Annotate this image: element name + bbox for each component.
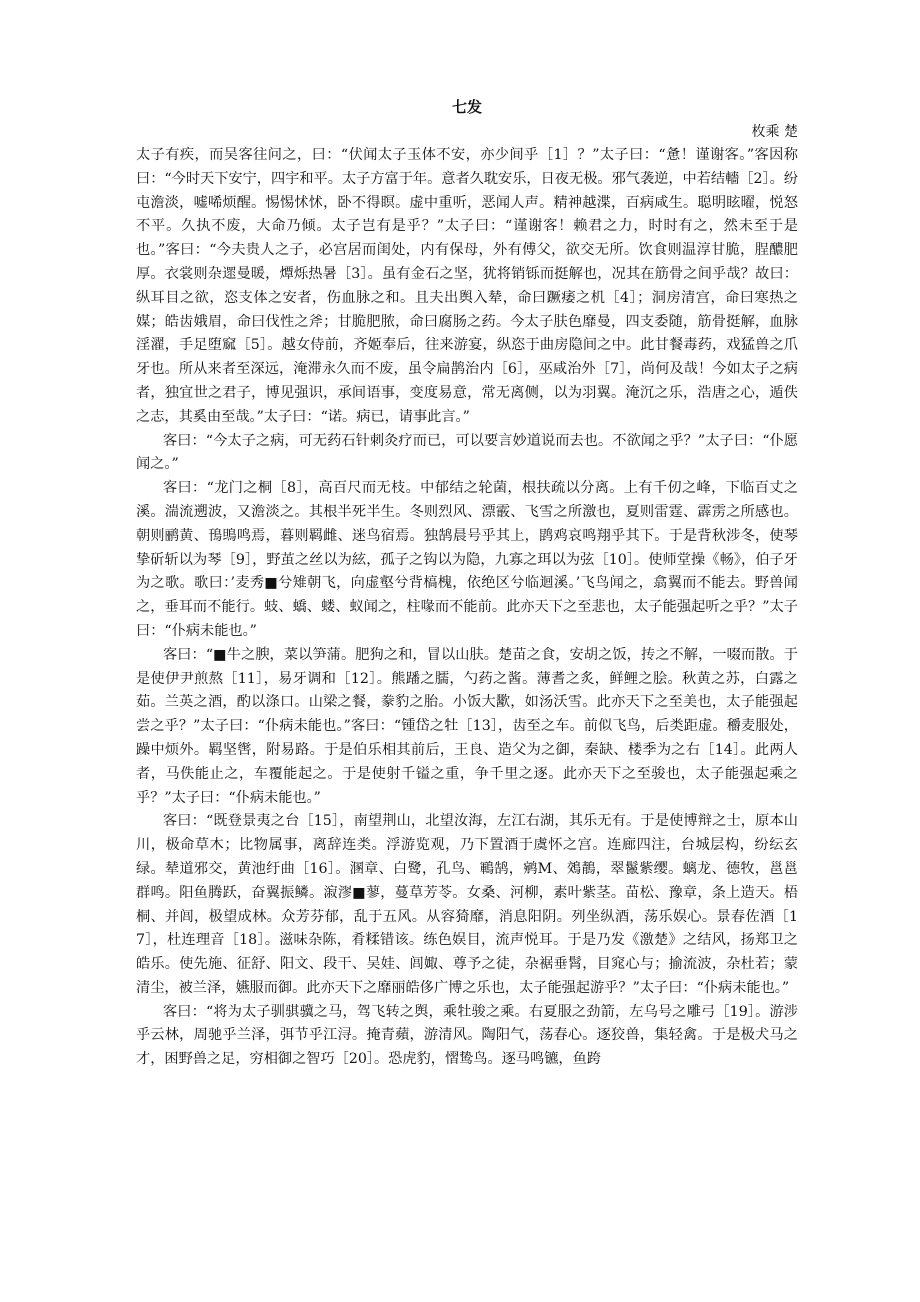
document-author: 枚乘 楚 xyxy=(751,124,798,140)
paragraph-4: 客曰：“■牛之腴，菜以笋蒲。肥狗之和，冒以山肤。楚苗之食，安胡之饭，抟之不解，一啜而散。于是使伊尹煎熬［11］，易牙调和［12］。熊蹯之臑，勺药之酱。薄耆之炙，鲜鲤之脍。秋黄之苏，白露之茹。兰英之酒，酌以涤口。山梁之餐，豢豹之胎。小饭大歠，如汤沃雪。此亦天下之至美也，太子能强起尝之乎？”太子曰：“仆病未能也。”客曰：“锺岱之牡［13］，齿至之车。前似飞鸟，后类距虚。穱麦服处，躁中烦外。羁坚辔，附易路。于是伯乐相其前后，王良、造父为之御，秦缺、楼季为之右［14］。此两人者，马佚能止之，车覆能起之。于是使射千镒之重，争千里之逐。此亦天下之至骏也，太子能强起乘之乎？”太子曰：“仆病未能也。” xyxy=(136,646,798,806)
paragraph-6: 客曰：“将为太子驯骐骥之马，驾飞转之舆，乘牡骏之乘。右夏服之劲箭，左乌号之雕弓［19］。游涉乎云林，周驰乎兰泽，弭节乎江浔。掩青蘋，游清风。陶阳气，荡春心。逐狡兽，集轻禽。于是极犬马之才，困野兽之足，穷相御之智巧［20］。恐虎豹，慴鸷鸟。逐马鸣镳，鱼跨 xyxy=(136,1003,798,1068)
document-page xyxy=(136,96,798,1286)
document-title: 七发 xyxy=(451,98,482,116)
paragraph-5: 客曰：“既登景夷之台［15］，南望荆山，北望汝海，左江右湖，其乐无有。于是使博辩之士，原本山川，极命草木；比物属事，离辞连类。浮游览观，乃下置酒于虞怀之宫。连廊四注，台城层构，纷纭玄绿。辇道邪交，黄池纡曲［16］。溷章、白鹭，孔鸟、鶤鹄，鹓M、鵁鶄，翠鬣紫缨。螭龙、德牧，邕邕群鸣。阳鱼腾跃，奋翼振鳞。漃漻■蓼，蔓草芳苓。女桑、河柳，素叶紫茎。苗松、豫章，条上造天。梧桐、并闾，极望成林。众芳芬郁，乱于五风。从容猗靡，消息阳阴。列坐纵酒，荡乐娱心。景春佐酒［17］，杜连理音［18］。滋味杂陈，肴糅错该。练色娱目，流声悦耳。于是乃发《激楚》之结风，扬郑卫之皓乐。使先施、征舒、阳文、段干、吴娃、闾娵、尊予之徒，杂裾垂髾，目窕心与；揄流波，杂杜若；蒙清尘，被兰泽，嬿服而御。此亦天下之靡丽皓侈广博之乐也，太子能强起游乎？”太子曰：“仆病未能也。” xyxy=(136,813,798,996)
paragraph-1: 太子有疾，而吴客往问之，曰：“伏闻太子玉体不安，亦少间乎［1］？”太子曰：“惫！谨谢客。”客因称曰：“今时天下安宁，四宇和平。太子方富于年。意者久耽安乐，日夜无极。邪气袭逆，中若结轖［2］。纷屯澹淡，嘘唏烦醒。惕惕怵怵，卧不得瞑。虚中重听，恶闻人声。精神越渫，百病咸生。聪明眩曜，悦怒不平。久执不废，大命乃倾。太子岂有是乎？”太子曰：“谨谢客！赖君之力，时时有之，然未至于是也。”客曰：“今夫贵人之子，必宫居而闺处，内有保母，外有傅父，欲交无所。饮食则温淳甘脆，脭醲肥厚。衣裳则杂遝曼暖，燂烁热暑［3］。虽有金石之坚，犹将销铄而挺解也，况其在筋骨之间乎哉？故曰：纵耳目之欲，恣支体之安者，伤血脉之和。且夫出舆入辇，命曰蹶痿之机［4］；洞房清宫，命曰寒热之媒；皓齿娥眉，命曰伐性之斧；甘脆肥脓，命曰腐肠之药。今太子肤色靡曼，四支委随，筋骨挺解，血脉淫濯，手足堕窳［5］。越女侍前，齐姬奉后，往来游宴，纵恣于曲房隐间之中。此甘餐毒药，戏猛兽之爪牙也。所从来者至深远，淹滞永久而不废，虽令扁鹊治内［6］，巫咸治外［7］，尚何及哉！今如太子之病者，独宜世之君子，博见强识，承间语事，变度易意，常无离侧，以为羽翼。淹沉之乐，浩唐之心，遁佚之志，其奚由至哉。”太子曰：“诺。病已，请事此言。” xyxy=(136,147,798,425)
paragraph-3: 客曰：“龙门之桐［8］，高百尺而无枝。中郁结之轮菌，根扶疏以分离。上有千仞之峰，下临百丈之溪。湍流遡波，又澹淡之。其根半死半生。冬则烈风、漂霰、飞雪之所激也，夏则雷霆、霹雳之所感也。朝则鹂黄、鳱鴠鸣焉，暮则羁雌、迷鸟宿焉。独鹄晨号乎其上，鹍鸡哀鸣翔乎其下。于是背秋涉冬，使琴挚斫斩以为琴［9］，野茧之丝以为絃，孤子之钩以为隐，九寡之珥以为弦［10］。使师堂操《畅》，伯子牙为之歌。歌曰：’麦秀■兮雉朝飞，向虚壑兮背槁槐，依绝区兮临迴溪。’飞鸟闻之，翕翼而不能去。野兽闻之，垂耳而不能行。蚑、蟜、蝼、蚁闻之，柱喙而不能前。此亦天下之至悲也，太子能强起听之乎？”太子曰：“仆病未能也。” xyxy=(136,480,798,639)
paragraph-2: 客曰：“今太子之病，可无药石针刺灸疗而已，可以要言妙道说而去也。不欲闻之乎？”太子曰：“仆愿闻之。” xyxy=(136,432,798,473)
